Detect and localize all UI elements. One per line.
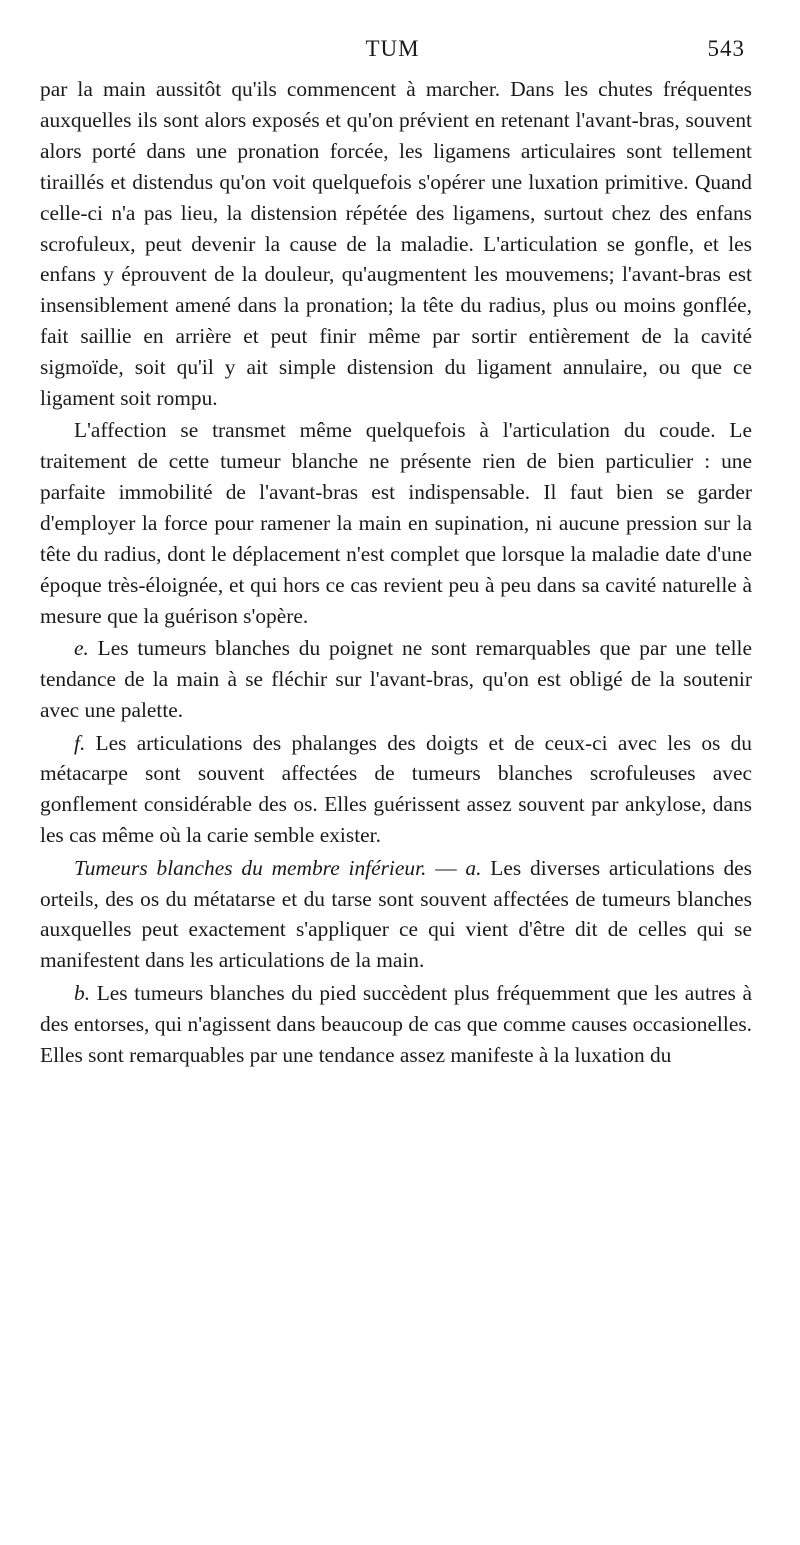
item-marker: f. <box>74 730 86 755</box>
paragraph-6 <box>40 978 752 1071</box>
paragraph-1 <box>40 74 752 414</box>
paragraph-text: par la main aussitôt qu'ils commencent à marcher. Dans les chutes fréquentes auxquelles ils sont alors exposés et qu'on prévient en retenant l'avant-bras, souvent alors porté dans une pronation forcée, les ligamens articulaires sont tellement tiraillés et distendus qu'on voit quelquefois s'opérer une luxation primitive. Quand celle-ci n'a pas lieu, la distension répétée des ligamens, surtout chez des enfans scrofuleux, peut devenir la cause de la maladie. L'articulation se gonfle, et les enfans y éprouvent de la douleur, qu'augmentent les mouvemens; l'avant-bras est insensiblement amené dans la pronation; la tête du radius, plus ou moins gonflée, fait saillie en arrière et peut finir même par sortir entièrement de la cavité sigmoïde, soit qu'il y ait simple distension du ligament annulaire, ou que ce ligament soit rompu. <box>40 77 752 411</box>
paragraph-4 <box>40 728 752 852</box>
paragraph-text: Les diverses articulations des orteils, des os du métatarse et du tarse sont souvent affectées de tumeurs blanches auxquelles peut exactement s'appliquer ce qui vient d'être dit de celles qui se manifestent dans les articulations de la main. <box>40 855 752 973</box>
paragraph-5 <box>40 853 752 977</box>
page-number: 543 <box>707 36 745 61</box>
item-marker: a. <box>465 855 482 880</box>
section-heading: Tumeurs blanches du membre inférieur. <box>74 855 427 880</box>
heading-dash: — <box>426 855 466 880</box>
paragraph-text: Les articulations des phalanges des doigts et de ceux-ci avec les os du métacarpe sont souvent affectées de tumeurs blanches scrofuleuses avec gonflement considérable des os. Elles guérissent assez souvent par ankylose, dans les cas même où la carie semble exister. <box>40 730 752 848</box>
item-marker: b. <box>74 980 91 1005</box>
paragraph-text: Les tumeurs blanches du pied succèdent plus fréquemment que les autres à des entorses, qui n'agissent dans beaucoup de cas que comme causes occasionelles. Elles sont remarquables par une tendance assez manifeste à la luxation du <box>40 980 752 1067</box>
paragraph-text: Les tumeurs blanches du poignet ne sont remarquables que par une telle tendance de la main à se fléchir sur l'avant-bras, qu'on est obligé de la soutenir avec une palette. <box>40 636 752 723</box>
page-header <box>40 36 745 72</box>
body-text <box>40 74 752 1072</box>
running-title: TUM <box>365 36 420 61</box>
item-marker: e. <box>74 636 89 661</box>
paragraph-text: L'affection se transmet même quelquefois à l'articulation du coude. Le traitement de cette tumeur blanche ne présente rien de bien particulier : une parfaite immobilité de l'avant-bras est indispensable. Il faut bien se garder d'employer la force pour ramener la main en supination, ni aucune pression sur la tête du radius, dont le déplacement n'est complet que lorsque la maladie date d'une époque très-éloignée, et qui hors ce cas revient peu à peu dans sa cavité naturelle à mesure que la guérison s'opère. <box>40 418 752 628</box>
paragraph-3 <box>40 633 752 726</box>
paragraph-2 <box>40 415 752 631</box>
